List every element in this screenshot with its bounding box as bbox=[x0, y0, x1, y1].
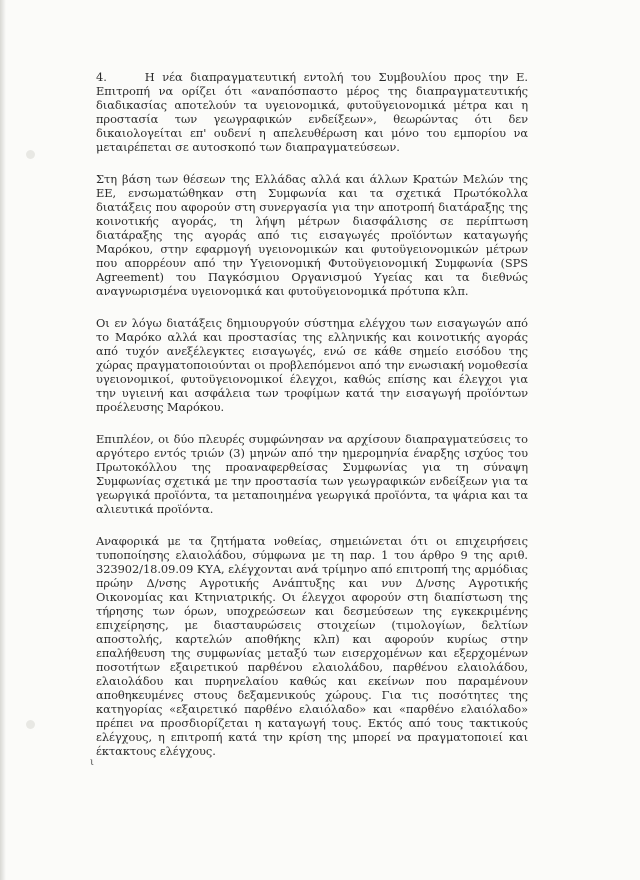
paragraph-import-controls: Οι εν λόγω διατάξεις δημιουργούν σύστημα ελέγχου των εισαγωγών από το Μαρόκο αλλά και προστασίας της ελληνικής και κοινοτικής αγοράς από τυχόν ανεξέλεγκτες εισαγωγές, ενώ σε κάθε σημείο εισόδου της χώρας πραγματοποιούνται οι προβλεπόμενοι από την ενωσιακή νομοθεσία υγειονομικοί, φυτοϋγειονομικοί έλεγχοι, καθώς επίσης και έλεγχοι για την υγιεινή και ασφάλεια των τροφίμων κατά την εισαγωγή προϊόντων προέλευσης Μαρόκου. bbox=[96, 316, 528, 414]
paragraph-geographical-indications: Επιπλέον, οι δύο πλευρές συμφώνησαν να αρχίσουν διαπραγματεύσεις το αργότερο εντός τριών (3) μηνών από την ημερομηνία έναρξης ισχύος του Πρωτοκόλλου της προαναφερθείσας Συμφωνίας για τη σύναψη Συμφωνίας σχετικά με την προστασία των γεωγραφικών ενδείξεων για τα γεωργικά προϊόντα, τα μεταποιημένα γεωργικά προϊόντα, τα ψάρια και τα αλιευτικά προϊόντα. bbox=[96, 432, 528, 516]
document-body bbox=[96, 70, 528, 758]
punch-hole bbox=[26, 150, 35, 159]
paragraph-negotiation-mandate: 4. Η νέα διαπραγματευτική εντολή του Συμβουλίου προς την Ε. Επιτροπή να ορίζει ότι «αναπόσπαστο μέρος της διαπραγματευτικής διαδικασίας αποτελούν τα υγειονομικά, φυτοϋγειονομικά μέτρα και η προστασία των γεωγραφικών ενδείξεων», θεωρώντας ότι δεν δικαιολογείται επ' ουδενί η απελευθέρωση και μόνο του εμπορίου να μεταιρέπεται σε αυτοσκοπό των διαπραγματεύσεων. bbox=[96, 70, 528, 154]
paragraph-agreement-provisions: Στη βάση των θέσεων της Ελλάδας αλλά και άλλων Κρατών Μελών της ΕΕ, ενσωματώθηκαν στη Συμφωνία και τα σχετικά Πρωτόκολλα διατάξεις που αφορούν στη συνεργασία για την αποτροπή διατάραξης της κοινοτικής αγοράς, τη λήψη μέτρων διασφάλισης σε περίπτωση διατάραξης της αγοράς από τις εισαγωγές προϊόντων καταγωγής Μαρόκου, στην εφαρμογή υγειονομικών και φυτοϋγειονομικών μέτρων που απορρέουν από την Υγειονομική Φυτοϋγειονομική Συμφωνία (SPS Agreement) του Παγκόσμιου Οργανισμού Υγείας και τα διεθνώς αναγνωρισμένα υγειονομικά και φυτοϋγειονομικά πρότυπα κλπ. bbox=[96, 172, 528, 298]
scan-edge-shadow bbox=[0, 0, 6, 880]
punch-hole bbox=[26, 720, 35, 729]
margin-mark: ι bbox=[90, 757, 94, 768]
paragraph-olive-oil-fraud: Αναφορικά με τα ζητήματα νοθείας, σημειώνεται ότι οι επιχειρήσεις τυποποίησης ελαιολάδου, σύμφωνα με τη παρ. 1 του άρθρο 9 της αριθ. 323902/18.09.09 ΚΥΑ, ελέγχονται ανά τρίμηνο από επιτροπή της αρμόδιας πρώην Δ/νσης Αγροτικής Ανάπτυξης και νυν Δ/νσης Αγροτικής Οικονομίας και Κτηνιατρικής. Οι έλεγχοι αφορούν στη διαπίστωση της τήρησης των όρων, υποχρεώσεων και δεσμεύσεων της εγκεκριμένης επιχείρησης, με διασταυρώσεις στοιχείων (τιμολογίων, δελτίων αποστολής, καρτελών αποθήκης κλπ) και αφορούν κυρίως στην επαλήθευση της συμφωνίας μεταξύ των εισερχομένων και εξερχομένων ποσοτήτων εξαιρετικού παρθένου ελαιολάδου, παρθένου ελαιολάδου, ελαιολάδου και πυρηνελαίου καθώς και εκείνων που παραμένουν αποθηκευμένες στους δεξαμενικούς χώρους. Για τις ποσότητες της κατηγορίας «εξαιρετικό παρθένο ελαιόλαδο» και «παρθένο ελαιόλαδο» πρέπει να προσδιορίζεται η καταγωγή τους. Εκτός από τους τακτικούς ελέγχους, η επιτροπή κατά την κρίση της μπορεί να πραγματοποιεί και έκτακτους ελέγχους. bbox=[96, 534, 528, 758]
